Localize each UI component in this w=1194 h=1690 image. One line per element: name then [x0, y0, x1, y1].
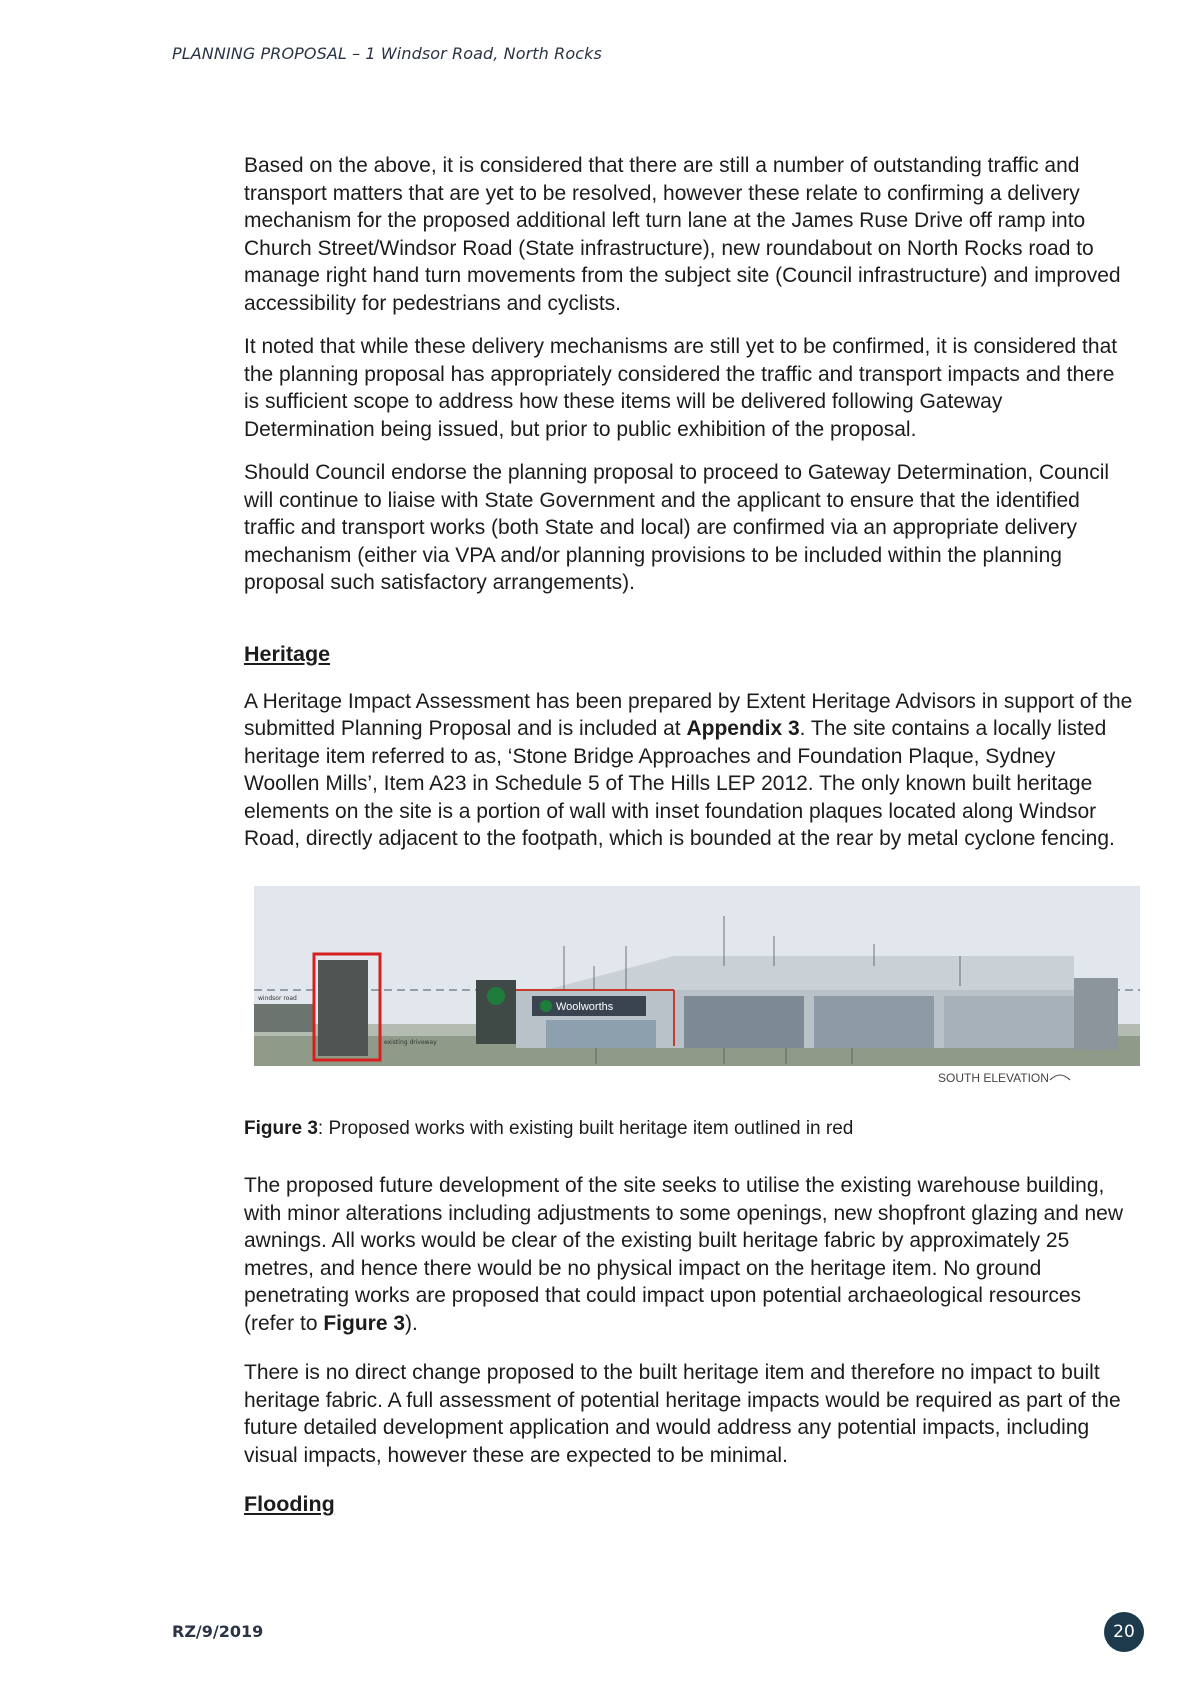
heading-heritage: Heritage: [244, 641, 331, 666]
paragraph-no-direct-change: There is no direct change proposed to the built heritage item and therefore no impact to built heritage fabric. A full assessment of potential heritage impacts would be required as part of the future detailed development application and would address any potential impacts, including visual impacts, however these are expected to be minimal.: [244, 1361, 1121, 1467]
svg-text:existing driveway: existing driveway: [384, 1039, 437, 1046]
caption-text: : Proposed works with existing built heritage item outlined in red: [317, 1118, 854, 1139]
caption-figure-label: Figure 3: [244, 1118, 318, 1139]
heritage-text-a: A Heritage Impact Assessment has been prepared by Extent Heritage Advisors in support of the submitted Planning Proposal and is included at: [244, 689, 1133, 740]
woolworths-logo-icon: [487, 987, 505, 1005]
page-number-badge: 20: [1104, 1612, 1144, 1652]
stone-bridge-wall: [254, 1004, 314, 1032]
svg-text:Woolworths: Woolworths: [556, 1001, 614, 1013]
running-header: PLANNING PROPOSAL – 1 Windsor Road, North Rocks: [172, 44, 602, 63]
paragraph-heritage-assessment: [244, 688, 1134, 853]
development-text-a: The proposed future development of the site seeks to utilise the existing warehouse building, with minor alterations including adjustments to some openings, new shopfront glazing and new awnings. All works would be clear of the existing built heritage fabric by approximately 25 metres, and hence there would be no physical impact on the heritage item. No ground penetrating works are proposed that could impact upon potential archaeological resources (refer to: [244, 1174, 1124, 1335]
elevation-drawing: [254, 886, 1140, 1108]
development-text-b: ).: [405, 1311, 418, 1335]
elevation-label: SOUTH ELEVATION: [938, 1071, 1049, 1085]
figure-caption: [244, 1118, 853, 1140]
paragraph-council-endorse: Should Council endorse the planning proposal to proceed to Gateway Determination, Council will continue to liaise with State Government and the applicant to ensure that the identified traffic and transport works (both State and local) are confirmed via an appropriate delivery mechanism (either via VPA and/or planning provisions to be included within the planning proposal such satisfactory arrangements).: [244, 461, 1110, 594]
body-content: [244, 152, 1134, 869]
paragraph-future-development: [244, 1172, 1134, 1337]
svg-text:windsor road: windsor road: [258, 995, 297, 1002]
paragraph-traffic-outstanding: Based on the above, it is considered that there are still a number of outstanding traffic and transport matters that are yet to be resolved, however these relate to confirming a delivery mechanism for the proposed additional left turn lane at the James Ruse Drive off ramp into Church Street/Windsor Road (State infrastructure), new roundabout on North Rocks road to manage right hand turn movements from the subject site (Council infrastructure) and improved accessibility for pedestrians and cyclists.: [244, 154, 1121, 315]
body-content-lower: [244, 1172, 1134, 1518]
paragraph-delivery-mechanisms: It noted that while these delivery mechanisms are still yet to be confirmed, it is considered that the planning proposal has appropriately considered the traffic and transport impacts and there is sufficient scope to address how these items will be delivered following Gateway Determination being issued, but prior to public exhibition of the proposal.: [244, 335, 1118, 441]
figure-ref: Figure 3: [323, 1311, 406, 1335]
figure-south-elevation: [254, 886, 1140, 1108]
document-reference: RZ/9/2019: [172, 1622, 264, 1641]
appendix-ref: Appendix 3: [686, 717, 800, 740]
heritage-wall: [318, 960, 368, 1056]
heading-flooding: Flooding: [244, 1492, 335, 1516]
heritage-text-b: . The site contains a locally listed heritage item referred to as, ‘Stone Bridge Approaches and Foundation Plaque, Sydney Woollen Mills’, Item A23 in Schedule 5 of The Hills LEP 2012. The only known built heritage elements on the site is a portion of wall with inset foundation plaques located along Windsor Road, directly adjacent to the footpath, which is bounded at the rear by metal cyclone fencing.: [244, 717, 1115, 850]
